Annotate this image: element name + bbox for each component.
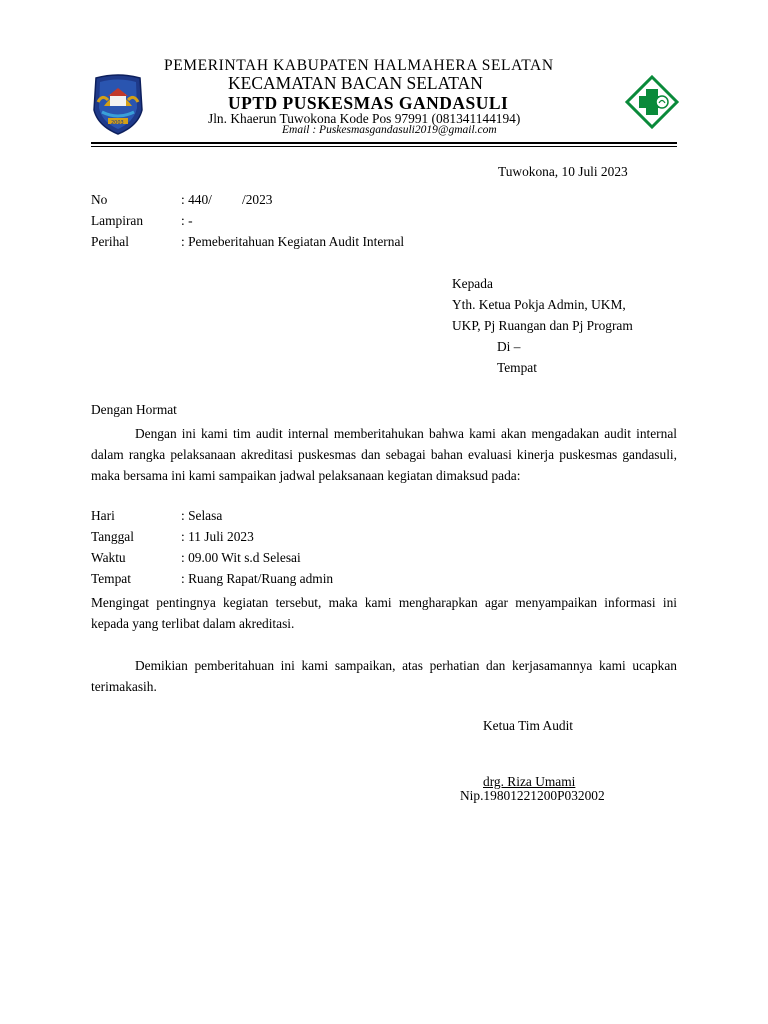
paragraph-opening [91,423,677,486]
paragraph-opening-text: Dengan ini kami tim audit internal memberitahukan bahwa kami akan mengadakan audit internal dalam rangka pelaksanaan akreditasi puskesmas dan sebagai bahan evaluasi kinerja puskesmas gandasuli, maka bersama ini kami sampaikan jadwal pelaksanaan kegiatan dimaksud pada: [91,426,677,483]
letterhead-institution: UPTD PUSKESMAS GANDASULI [228,93,509,113]
letterhead-email: Email : Puskesmasgandasuli2019@gmail.com [282,124,497,136]
meta-value-lampiran: : - [181,213,193,228]
schedule-label-hari: Hari [91,508,115,523]
meta-value-perihal: : Pemeberitahuan Kegiatan Audit Internal [181,234,405,249]
paragraph-closing-text: Demikian pemberitahuan ini kami sampaikan, atas perhatian dan kerjasamannya kami ucapkan terimakasih. [91,658,677,694]
letterhead-government: PEMERINTAH KABUPATEN HALMAHERA SELATAN [164,57,554,74]
schedule-label-tempat: Tempat [91,571,131,586]
schedule-label-tanggal: Tanggal [91,529,134,544]
recipient-line-2: UKP, Pj Ruangan dan Pj Program [452,318,633,333]
meta-label-no: No [91,192,108,207]
schedule-value-tanggal: : 11 Juli 2023 [181,529,254,544]
signature-title: Ketua Tim Audit [483,718,574,733]
letterhead-district: KECAMATAN BACAN SELATAN [228,73,483,93]
schedule-label-waktu: Waktu [91,550,126,565]
emblem-year: 2003 [111,120,124,126]
recipient-di: Di – [497,339,521,354]
paragraph-closing [91,655,677,697]
schedule-value-waktu: : 09.00 Wit s.d Selesai [181,550,301,565]
recipient-tempat: Tempat [497,360,537,375]
meta-value-no: : 440/ /2023 [181,192,273,207]
signature-name: drg. Riza Umami [483,774,576,789]
halmahera-selatan-emblem [88,72,148,136]
recipient-line-1: Yth. Ketua Pokja Admin, UKM, [452,297,626,312]
letterhead-rule-thick [91,142,677,144]
puskesmas-logo [625,75,679,129]
meta-label-lampiran: Lampiran [91,213,144,228]
paragraph-reminder-text: Mengingat pentingnya kegiatan tersebut, maka kami mengharapkan agar menyampaikan informasi ini kepada yang terlibat dalam akreditasi. [91,595,677,631]
paragraph-reminder [91,592,677,634]
meta-label-perihal: Perihal [91,234,129,249]
schedule-value-hari: : Selasa [181,508,223,523]
recipient-kepada: Kepada [452,276,493,291]
schedule-value-tempat: : Ruang Rapat/Ruang admin [181,571,334,586]
letterhead-rule-thin [91,146,677,147]
place-date: Tuwokona, 10 Juli 2023 [498,164,628,179]
signature-nip: Nip.19801221200P032002 [460,788,605,803]
letterhead-address: Jln. Khaerun Tuwokona Kode Pos 97991 (081341144194) [208,111,521,126]
greeting: Dengan Hormat [91,402,177,417]
